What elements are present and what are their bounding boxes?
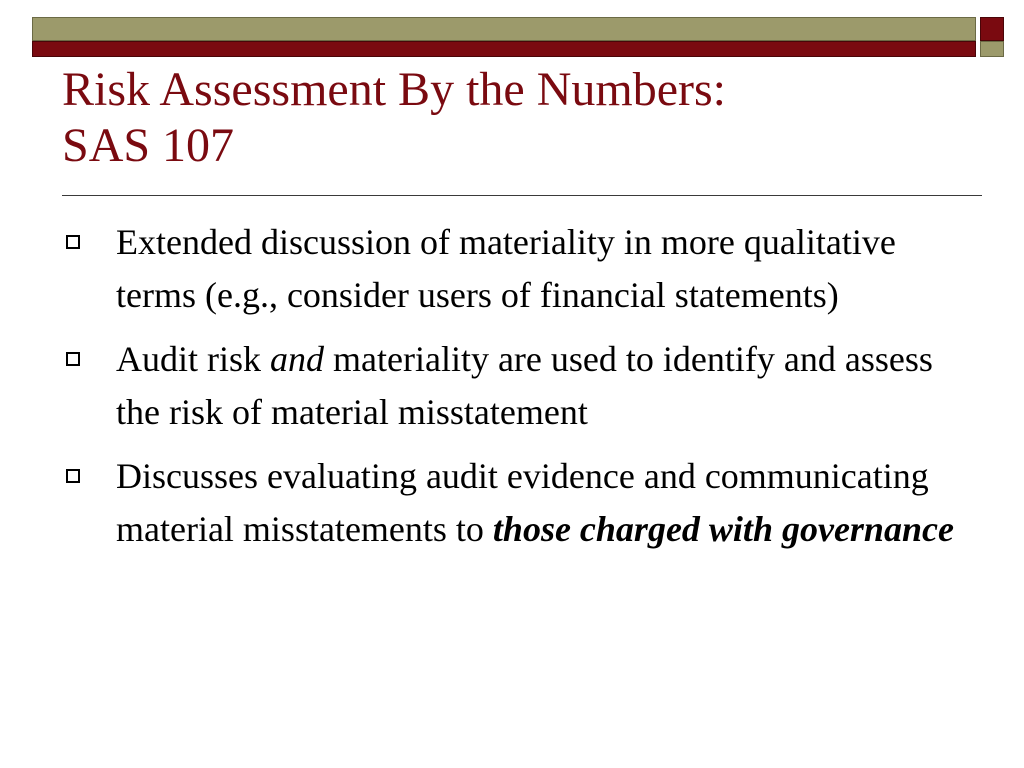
corner-square-red [980, 17, 1004, 41]
bullet-list [62, 216, 962, 567]
corner-square-olive [980, 41, 1004, 57]
hollow-square-bullet-icon [66, 235, 80, 249]
bullet-item [62, 333, 962, 439]
bullet-text: Extended discussion of materiality in more qualitative terms (e.g., consider users of financial statements) [116, 222, 896, 315]
bullet-text-before: Audit risk [116, 339, 271, 379]
bullet-text-bold-italic: those charged with governance [492, 509, 954, 549]
hollow-square-bullet-icon [66, 469, 80, 483]
header-band-olive [32, 17, 976, 41]
bullet-text: Discusses evaluating audit evidence and communicating material misstatements to [116, 456, 929, 549]
bullet-item [62, 216, 962, 322]
bullet-text-after: materiality are used to identify and assess the risk of material misstatement [116, 339, 933, 432]
hollow-square-bullet-icon [66, 352, 80, 366]
slide-title [62, 62, 962, 174]
bullet-text-italic: and [270, 339, 325, 379]
slide-title-line2: SAS 107 [62, 119, 235, 172]
bullet-item [62, 450, 962, 556]
slide-title-line1: Risk Assessment By the Numbers: [62, 63, 727, 116]
header-band-red [32, 41, 976, 57]
title-divider [62, 195, 982, 196]
